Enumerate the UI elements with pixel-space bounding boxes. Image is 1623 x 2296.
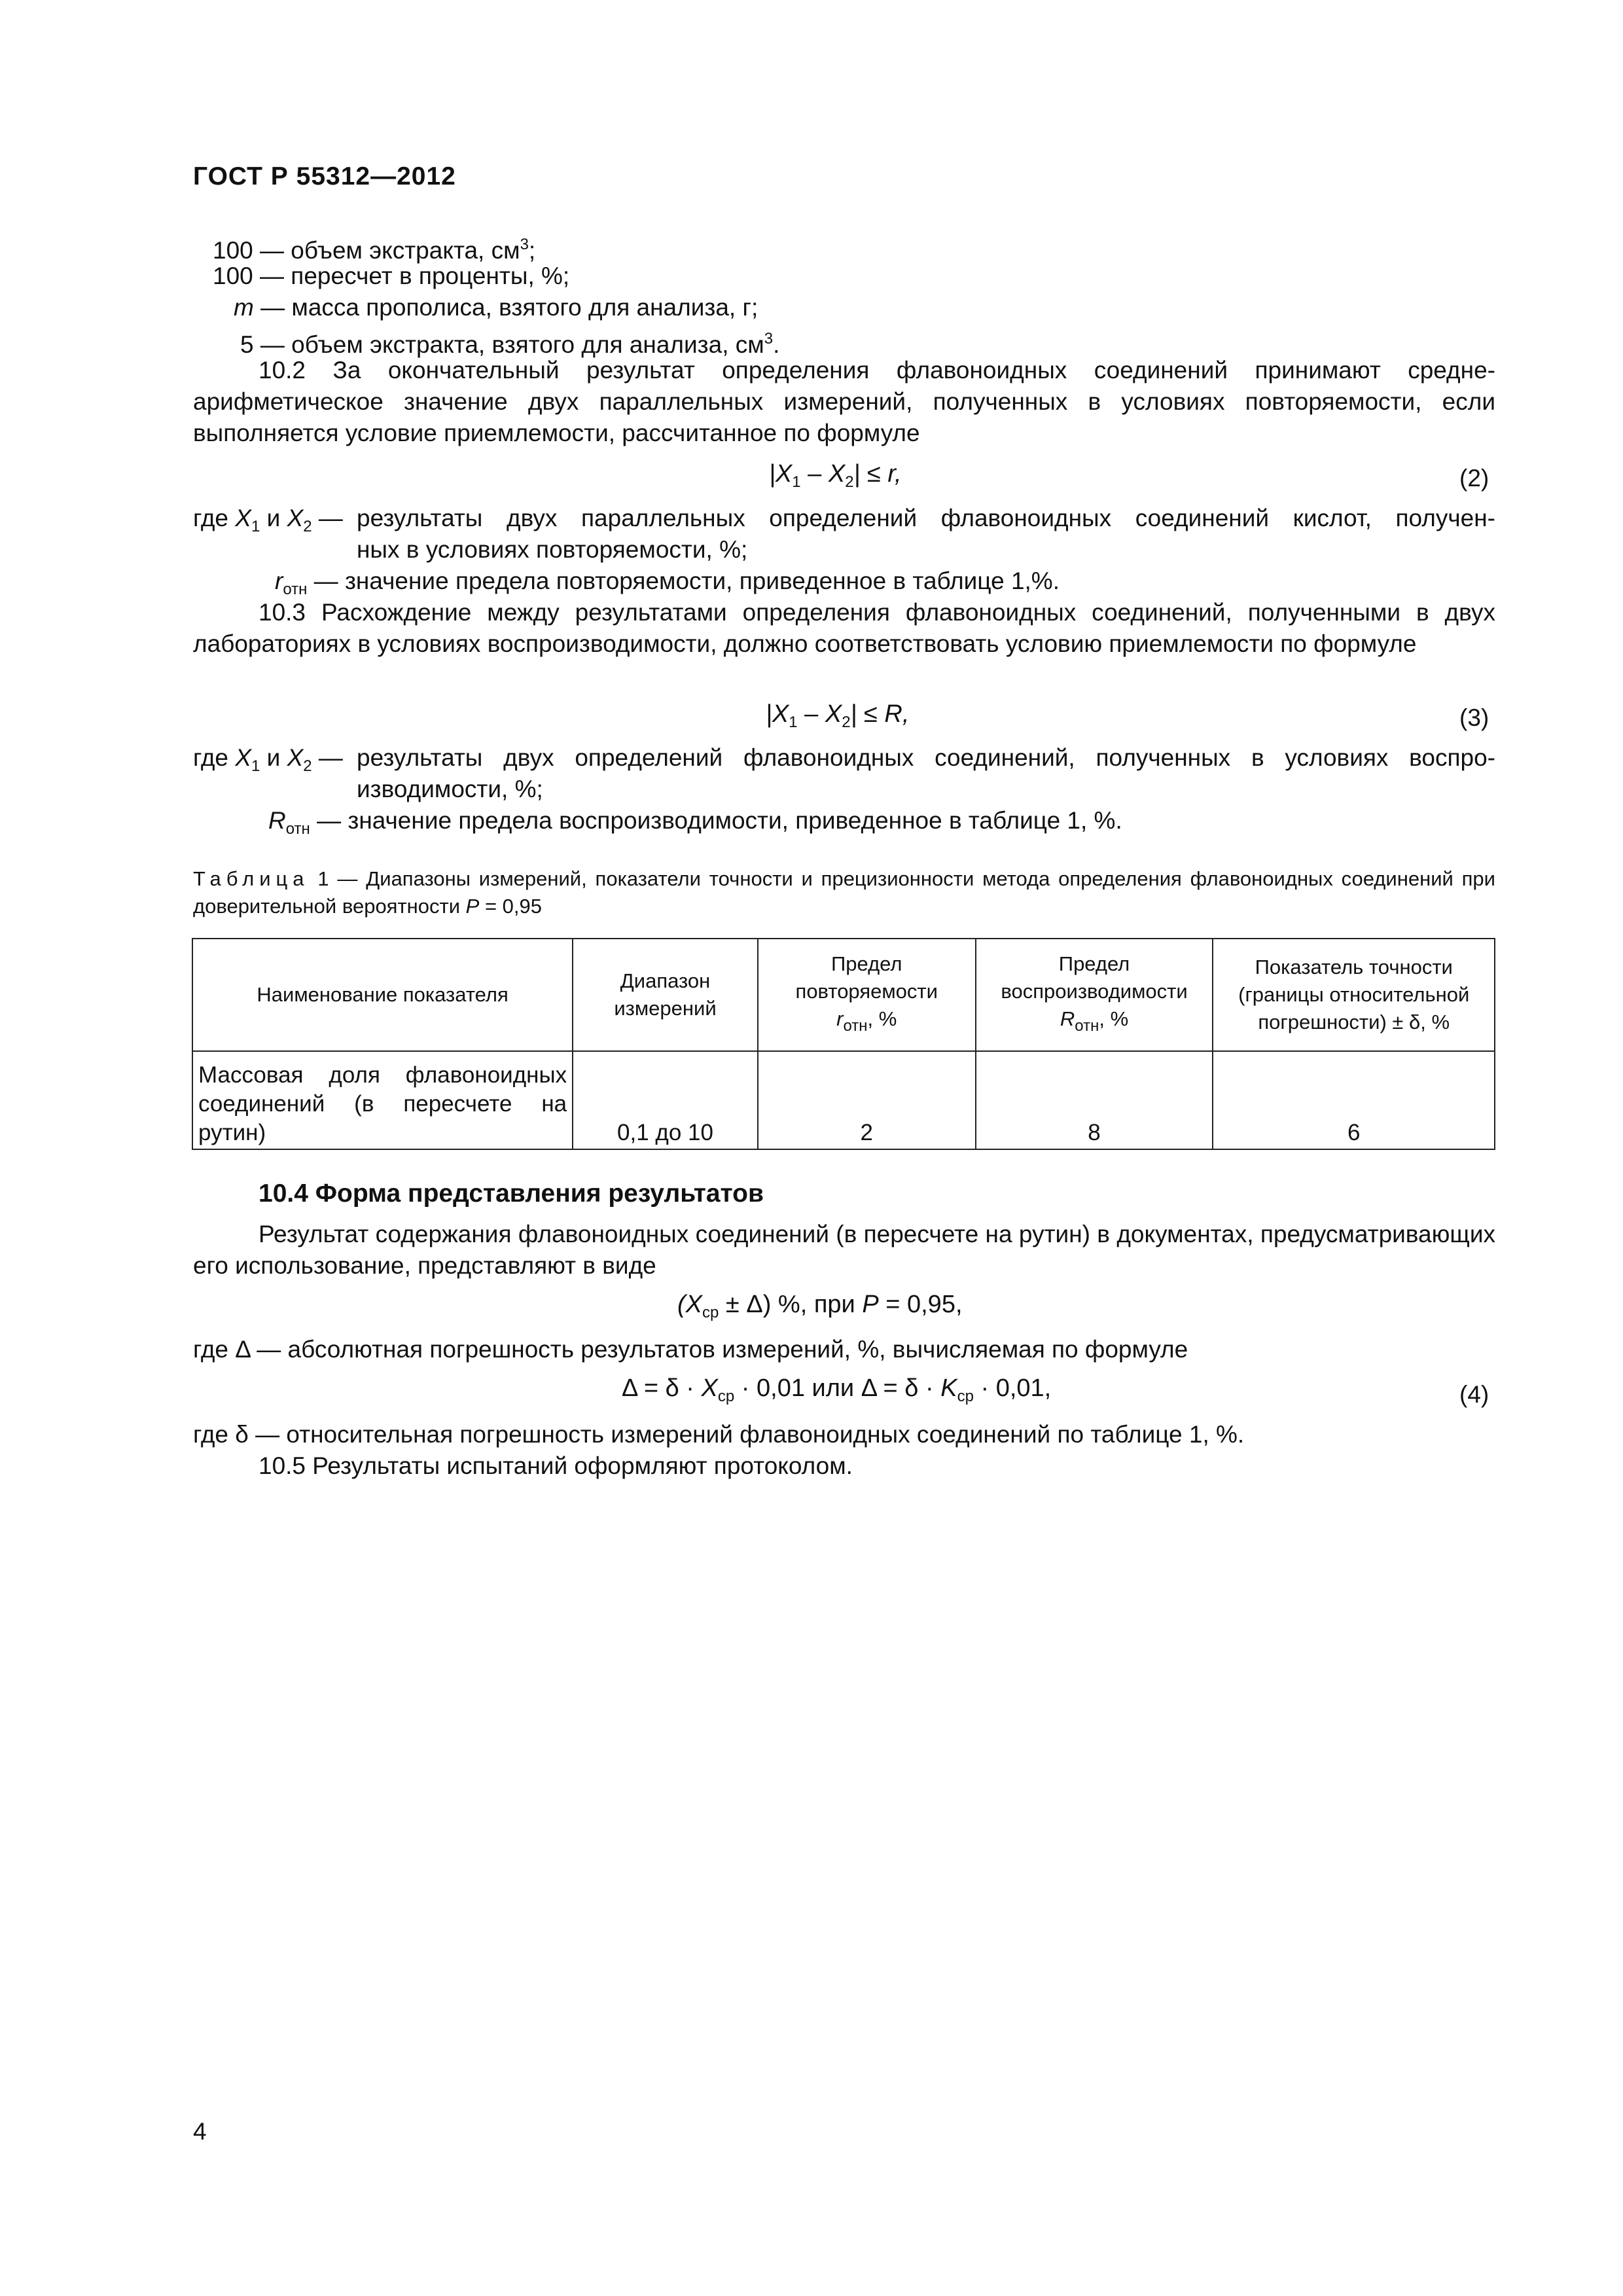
where-delta: где Δ — абсолютная погрешность результатов измерений, %, вычисляемая по формуле [193,1336,1188,1363]
section-heading: 10.4 Форма представления результатов [259,1179,764,1208]
legend-item: m — масса прополиса, взятого для анализа, г; [234,294,758,321]
equation-number-2: (2) [1459,465,1489,492]
table-header-row [192,939,1495,1051]
table-cell: 0,1 до 10 [573,1051,758,1149]
table-row [192,1051,1495,1149]
document-header: ГОСТ Р 55312—2012 [193,162,456,190]
equation-number-4: (4) [1459,1381,1489,1408]
table-header-cell: Предел повторяемости $r_{отн}$, % [758,939,976,1051]
where-description: ных в условиях повторяемости, %; [357,536,748,563]
where-line: $R_{отн}$ — значение предела воспроизводимости, приведенное в таблице 1, %. [268,807,1122,838]
paragraph-10-2: 10.2 За окончательный результат определения флавоноидных соединений принимают среднеарифметическое значение двух параллельных измерений, полученных в условиях повторяемости, если выполняется условие приемлемости, рассчитанное по формуле [193,357,1495,446]
page-number: 4 [193,2118,207,2145]
paragraph-10-3: 10.3 Расхождение между результатами определения флавоноидных соединений, полученными в двух лабораториях в условиях воспроизводимости, должно соответствовать условию приемлемости по формуле [193,599,1495,657]
table-header-cell: Наименование показателя [192,939,573,1051]
where-line: $r_{отн}$ — значение предела повторяемости, приведенное в таблице 1,%. [275,567,1060,598]
where-line: где $X_1$ и $X_2$ — [193,744,343,775]
legend-item: 100 — пересчет в проценты, %; [213,262,570,289]
table-1 [192,938,1495,1150]
table-cell: 8 [976,1051,1213,1149]
paragraph-10-4: Результат содержания флавоноидных соединений (в пересчете на рутин) в документах, предусматривающих его использование, представляют в виде [193,1221,1495,1279]
equation-number-3: (3) [1459,704,1489,731]
paragraph-10-5: 10.5 Результаты испытаний оформляют протоколом. [259,1452,853,1479]
where-description: результаты двух определений флавоноидных соединений, полученных в условиях воспро- [357,744,1495,771]
table-header-cell: Показатель точности (границы относительной погрешности) ± δ, % [1213,939,1495,1051]
table-cell: 2 [758,1051,976,1149]
table-header-cell: Диапазон измерений [573,939,758,1051]
table-cell: Массовая доля флавоноидных соединений (в пересчете на рутин) [192,1051,573,1149]
formula-4: $\Delta = \delta \cdot X_{ср} \cdot 0,01$ или $\Delta = \delta \cdot K_{ср} \cdot 0,01$, [622,1374,1052,1405]
formula-result: $(X_{ср} \pm \Delta)$ %, при P = 0,95, [677,1291,963,1321]
formula-3: $|X_1 - X_2| \le R$, [766,700,910,731]
where-line: где $X_1$ и $X_2$ — [193,505,343,535]
table-cell: 6 [1213,1051,1495,1149]
where-description: результаты двух параллельных определений флавоноидных соединений кислот, получен- [357,505,1495,531]
legend-item: 100 — объем экстракта, $см^3$; [213,236,536,264]
where-description: изводимости, %; [357,776,543,802]
formula-2: $|X_1 - X_2| \le r$, [769,460,902,491]
where-relative: где δ — относительная погрешность измерений флавоноидных соединений по таблице 1, %. [193,1421,1245,1448]
table-caption: Таблица 1 — Диапазоны измерений, показатели точности и прецизионности метода определения флавоноидных соединений при доверительной вероятности P = 0,95 [193,867,1495,918]
table-header-cell: Предел воспроизводимости $R_{отн}$, % [976,939,1213,1051]
legend-item: 5 — объем экстракта, взятого для анализа, $см^3$. [240,330,780,358]
